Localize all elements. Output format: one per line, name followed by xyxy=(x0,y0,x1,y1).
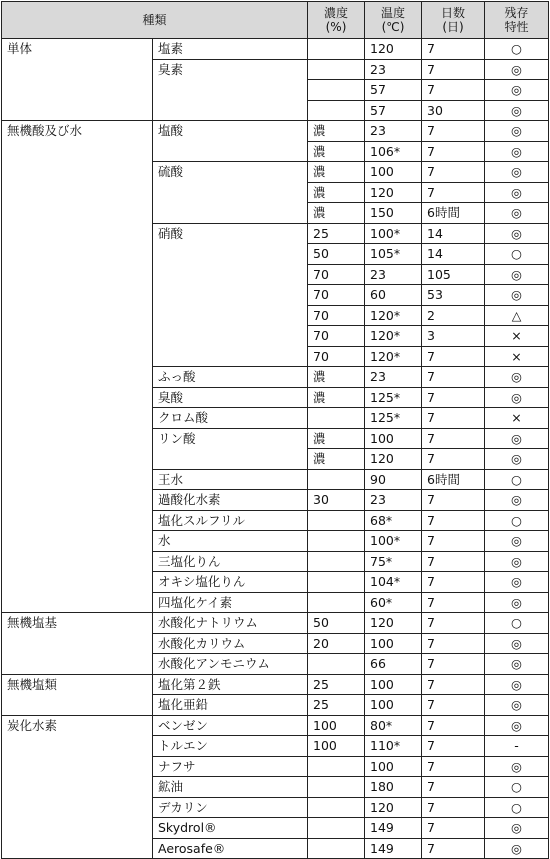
resistance-mark-cell: ◎ xyxy=(485,531,549,552)
category-cell: 無機塩基 xyxy=(2,613,153,675)
chemical-name-cell: 臭素 xyxy=(153,59,308,121)
resistance-mark-cell: ◎ xyxy=(485,80,549,101)
temperature-cell: 120 xyxy=(365,797,422,818)
temperature-cell: 100 xyxy=(365,756,422,777)
resistance-mark-cell: ◎ xyxy=(485,203,549,224)
temperature-cell: 125* xyxy=(365,387,422,408)
resistance-mark-cell: ◎ xyxy=(485,449,549,470)
resistance-mark-cell: ◎ xyxy=(485,367,549,388)
concentration-cell xyxy=(308,531,365,552)
resistance-mark-cell: ○ xyxy=(485,39,549,60)
temperature-cell: 100* xyxy=(365,223,422,244)
chemical-name-cell: 水 xyxy=(153,531,308,552)
resistance-mark-cell: ◎ xyxy=(485,490,549,511)
chemical-name-cell: ふっ酸 xyxy=(153,367,308,388)
days-cell: 6時間 xyxy=(422,203,485,224)
concentration-cell: 70 xyxy=(308,326,365,347)
resistance-mark-cell: ◎ xyxy=(485,838,549,859)
table-row xyxy=(2,715,549,736)
header-days-unit: (日) xyxy=(442,20,464,34)
temperature-cell: 66 xyxy=(365,654,422,675)
chemical-name-cell: 過酸化水素 xyxy=(153,490,308,511)
concentration-cell: 濃 xyxy=(308,387,365,408)
temperature-cell: 149 xyxy=(365,818,422,839)
chemical-name-cell: オキシ塩化りん xyxy=(153,572,308,593)
header-concentration xyxy=(308,2,365,39)
concentration-cell xyxy=(308,408,365,429)
resistance-mark-cell: ◎ xyxy=(485,264,549,285)
temperature-cell: 120* xyxy=(365,346,422,367)
chemical-resistance-table xyxy=(1,1,549,859)
days-cell: 7 xyxy=(422,428,485,449)
category-cell: 無機酸及び水 xyxy=(2,121,153,613)
resistance-mark-cell: ◎ xyxy=(485,695,549,716)
days-cell: 6時間 xyxy=(422,469,485,490)
concentration-cell xyxy=(308,572,365,593)
resistance-mark-cell: ◎ xyxy=(485,100,549,121)
table-row xyxy=(2,121,549,142)
resistance-mark-cell: ○ xyxy=(485,613,549,634)
days-cell: 14 xyxy=(422,223,485,244)
category-cell: 炭化水素 xyxy=(2,715,153,859)
temperature-cell: 60* xyxy=(365,592,422,613)
concentration-cell xyxy=(308,510,365,531)
chemical-name-cell: 塩化亜鉛 xyxy=(153,695,308,716)
concentration-cell: 70 xyxy=(308,264,365,285)
temperature-cell: 120* xyxy=(365,305,422,326)
table-row xyxy=(2,39,549,60)
days-cell: 7 xyxy=(422,80,485,101)
resistance-mark-cell: ○ xyxy=(485,244,549,265)
days-cell: 7 xyxy=(422,162,485,183)
days-cell: 7 xyxy=(422,141,485,162)
days-cell: 7 xyxy=(422,510,485,531)
resistance-mark-cell: × xyxy=(485,346,549,367)
temperature-cell: 80* xyxy=(365,715,422,736)
resistance-mark-cell: ◎ xyxy=(485,182,549,203)
resistance-mark-cell: ◎ xyxy=(485,387,549,408)
days-cell: 14 xyxy=(422,244,485,265)
days-cell: 7 xyxy=(422,387,485,408)
header-days xyxy=(422,2,485,39)
chemical-name-cell: ベンゼン xyxy=(153,715,308,736)
days-cell: 7 xyxy=(422,551,485,572)
resistance-mark-cell: ◎ xyxy=(485,674,549,695)
resistance-mark-cell: ◎ xyxy=(485,428,549,449)
days-cell: 7 xyxy=(422,613,485,634)
chemical-name-cell: 鉱油 xyxy=(153,777,308,798)
days-cell: 105 xyxy=(422,264,485,285)
chemical-name-cell: リン酸 xyxy=(153,428,308,469)
temperature-cell: 57 xyxy=(365,100,422,121)
days-cell: 7 xyxy=(422,592,485,613)
header-days-label: 日数 xyxy=(441,6,466,20)
resistance-mark-cell: ◎ xyxy=(485,756,549,777)
concentration-cell xyxy=(308,838,365,859)
resistance-mark-cell: ◎ xyxy=(485,715,549,736)
temperature-cell: 23 xyxy=(365,59,422,80)
temperature-cell: 120* xyxy=(365,326,422,347)
concentration-cell xyxy=(308,80,365,101)
concentration-cell xyxy=(308,39,365,60)
days-cell: 7 xyxy=(422,59,485,80)
chemical-name-cell: クロム酸 xyxy=(153,408,308,429)
temperature-cell: 23 xyxy=(365,121,422,142)
concentration-cell: 濃 xyxy=(308,367,365,388)
days-cell: 7 xyxy=(422,490,485,511)
days-cell: 7 xyxy=(422,674,485,695)
days-cell: 7 xyxy=(422,367,485,388)
temperature-cell: 100* xyxy=(365,531,422,552)
chemical-name-cell: 塩化第２鉄 xyxy=(153,674,308,695)
chemical-name-cell: 塩酸 xyxy=(153,121,308,162)
resistance-mark-cell: ◎ xyxy=(485,551,549,572)
chemical-name-cell: トルエン xyxy=(153,736,308,757)
concentration-cell xyxy=(308,654,365,675)
resistance-mark-cell: × xyxy=(485,408,549,429)
category-cell: 単体 xyxy=(2,39,153,121)
chemical-name-cell: デカリン xyxy=(153,797,308,818)
temperature-cell: 120 xyxy=(365,39,422,60)
days-cell: 7 xyxy=(422,449,485,470)
chemical-name-cell: 水酸化カリウム xyxy=(153,633,308,654)
concentration-cell: 70 xyxy=(308,285,365,306)
concentration-cell: 濃 xyxy=(308,203,365,224)
temperature-cell: 60 xyxy=(365,285,422,306)
days-cell: 7 xyxy=(422,346,485,367)
days-cell: 3 xyxy=(422,326,485,347)
concentration-cell: 濃 xyxy=(308,121,365,142)
concentration-cell xyxy=(308,777,365,798)
header-concentration-label: 濃度 xyxy=(324,6,349,20)
chemical-name-cell: 王水 xyxy=(153,469,308,490)
temperature-cell: 100 xyxy=(365,695,422,716)
temperature-cell: 105* xyxy=(365,244,422,265)
chemical-name-cell: Aerosafe® xyxy=(153,838,308,859)
concentration-cell: 濃 xyxy=(308,428,365,449)
concentration-cell: 50 xyxy=(308,613,365,634)
temperature-cell: 23 xyxy=(365,490,422,511)
table-body xyxy=(2,39,549,859)
concentration-cell xyxy=(308,797,365,818)
chemical-name-cell: ナフサ xyxy=(153,756,308,777)
days-cell: 7 xyxy=(422,797,485,818)
temperature-cell: 104* xyxy=(365,572,422,593)
days-cell: 7 xyxy=(422,654,485,675)
chemical-name-cell: 四塩化ケイ素 xyxy=(153,592,308,613)
temperature-cell: 100 xyxy=(365,162,422,183)
chemical-name-cell: 臭酸 xyxy=(153,387,308,408)
days-cell: 7 xyxy=(422,633,485,654)
days-cell: 30 xyxy=(422,100,485,121)
days-cell: 7 xyxy=(422,121,485,142)
resistance-mark-cell: ○ xyxy=(485,797,549,818)
resistance-mark-cell: ◎ xyxy=(485,633,549,654)
concentration-cell: 濃 xyxy=(308,449,365,470)
resistance-mark-cell: × xyxy=(485,326,549,347)
header-temperature-label: 温度 xyxy=(381,6,406,20)
resistance-mark-cell: ◎ xyxy=(485,59,549,80)
concentration-cell xyxy=(308,59,365,80)
concentration-cell: 濃 xyxy=(308,162,365,183)
temperature-cell: 75* xyxy=(365,551,422,572)
header-resistance-label-1: 残存 xyxy=(504,6,529,20)
temperature-cell: 110* xyxy=(365,736,422,757)
concentration-cell: 50 xyxy=(308,244,365,265)
days-cell: 7 xyxy=(422,715,485,736)
days-cell: 7 xyxy=(422,39,485,60)
header-row xyxy=(2,2,549,39)
resistance-mark-cell: - xyxy=(485,736,549,757)
concentration-cell: 25 xyxy=(308,223,365,244)
concentration-cell xyxy=(308,592,365,613)
temperature-cell: 120 xyxy=(365,449,422,470)
days-cell: 7 xyxy=(422,182,485,203)
days-cell: 53 xyxy=(422,285,485,306)
chemical-name-cell: 三塩化りん xyxy=(153,551,308,572)
days-cell: 7 xyxy=(422,838,485,859)
resistance-mark-cell: ◎ xyxy=(485,818,549,839)
resistance-mark-cell: ◎ xyxy=(485,572,549,593)
temperature-cell: 68* xyxy=(365,510,422,531)
concentration-cell: 25 xyxy=(308,674,365,695)
resistance-mark-cell: ◎ xyxy=(485,223,549,244)
chemical-name-cell: 硝酸 xyxy=(153,223,308,367)
header-concentration-unit: (%) xyxy=(325,20,347,34)
concentration-cell: 濃 xyxy=(308,141,365,162)
days-cell: 7 xyxy=(422,572,485,593)
concentration-cell: 25 xyxy=(308,695,365,716)
temperature-cell: 23 xyxy=(365,367,422,388)
header-resistance xyxy=(485,2,549,39)
concentration-cell xyxy=(308,100,365,121)
temperature-cell: 23 xyxy=(365,264,422,285)
resistance-mark-cell: ◎ xyxy=(485,592,549,613)
concentration-cell xyxy=(308,756,365,777)
resistance-mark-cell: ○ xyxy=(485,510,549,531)
temperature-cell: 90 xyxy=(365,469,422,490)
days-cell: 7 xyxy=(422,756,485,777)
temperature-cell: 120 xyxy=(365,613,422,634)
header-temperature xyxy=(365,2,422,39)
chemical-name-cell: 水酸化ナトリウム xyxy=(153,613,308,634)
days-cell: 7 xyxy=(422,695,485,716)
header-kind: 種類 xyxy=(2,2,308,39)
resistance-mark-cell: ◎ xyxy=(485,285,549,306)
resistance-mark-cell: ◎ xyxy=(485,654,549,675)
resistance-mark-cell: ◎ xyxy=(485,121,549,142)
resistance-mark-cell: ◎ xyxy=(485,162,549,183)
resistance-mark-cell: △ xyxy=(485,305,549,326)
concentration-cell: 100 xyxy=(308,736,365,757)
days-cell: 7 xyxy=(422,777,485,798)
chemical-name-cell: 塩化スルフリル xyxy=(153,510,308,531)
resistance-mark-cell: ◎ xyxy=(485,141,549,162)
concentration-cell: 70 xyxy=(308,305,365,326)
temperature-cell: 100 xyxy=(365,633,422,654)
temperature-cell: 120 xyxy=(365,182,422,203)
temperature-cell: 180 xyxy=(365,777,422,798)
days-cell: 7 xyxy=(422,818,485,839)
concentration-cell xyxy=(308,551,365,572)
temperature-cell: 100 xyxy=(365,674,422,695)
days-cell: 2 xyxy=(422,305,485,326)
temperature-cell: 100 xyxy=(365,428,422,449)
chemical-name-cell: Skydrol® xyxy=(153,818,308,839)
concentration-cell: 70 xyxy=(308,346,365,367)
temperature-cell: 150 xyxy=(365,203,422,224)
concentration-cell: 濃 xyxy=(308,182,365,203)
temperature-cell: 149 xyxy=(365,838,422,859)
resistance-mark-cell: ○ xyxy=(485,469,549,490)
table-row xyxy=(2,613,549,634)
concentration-cell: 20 xyxy=(308,633,365,654)
chemical-name-cell: 塩素 xyxy=(153,39,308,60)
concentration-cell: 100 xyxy=(308,715,365,736)
resistance-mark-cell: ○ xyxy=(485,777,549,798)
header-resistance-label-2: 特性 xyxy=(504,20,529,34)
concentration-cell xyxy=(308,818,365,839)
category-cell: 無機塩類 xyxy=(2,674,153,715)
chemical-name-cell: 水酸化アンモニウム xyxy=(153,654,308,675)
days-cell: 7 xyxy=(422,408,485,429)
header-temperature-unit: (℃) xyxy=(381,20,405,34)
temperature-cell: 57 xyxy=(365,80,422,101)
table-row xyxy=(2,674,549,695)
temperature-cell: 125* xyxy=(365,408,422,429)
chemical-name-cell: 硫酸 xyxy=(153,162,308,224)
days-cell: 7 xyxy=(422,531,485,552)
temperature-cell: 106* xyxy=(365,141,422,162)
concentration-cell xyxy=(308,469,365,490)
days-cell: 7 xyxy=(422,736,485,757)
concentration-cell: 30 xyxy=(308,490,365,511)
